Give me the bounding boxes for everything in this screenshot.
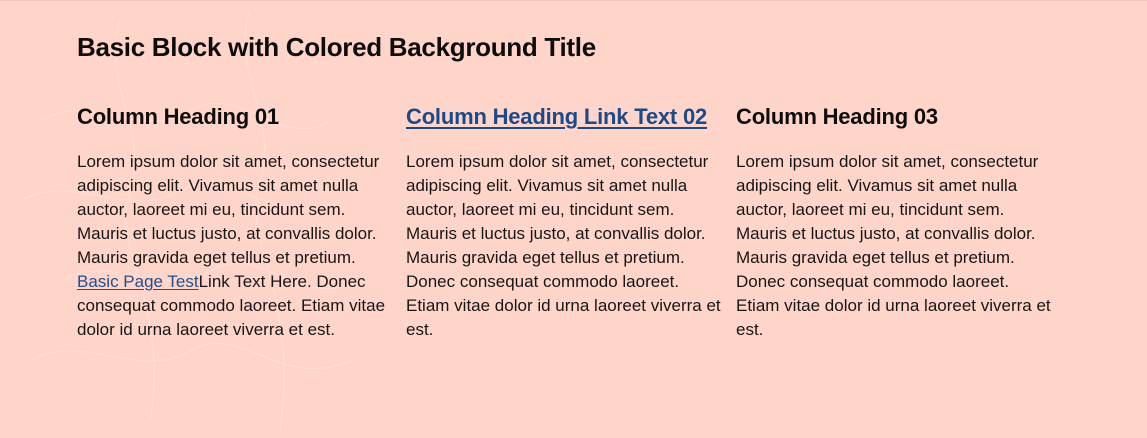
column-01 xyxy=(77,102,392,342)
column-body-03: Lorem ipsum dolor sit amet, consectetur adipiscing elit. Vivamus sit amet nulla auctor, laoreet mi eu, tincidunt sem. Mauris et luctus justo, at convallis dolor. Mauris gravida eget tellus et pretium. Donec consequat commodo laoreet. Etiam vitae dolor id urna laoreet viverra et est. xyxy=(736,152,1051,339)
basic-page-test-link[interactable]: Basic Page Test xyxy=(77,272,199,291)
column-heading-link-02[interactable]: Column Heading Link Text 02 xyxy=(406,104,708,129)
column-03 xyxy=(736,102,1051,342)
column-heading-02 xyxy=(406,102,721,132)
column-body-02: Lorem ipsum dolor sit amet, consectetur adipiscing elit. Vivamus sit amet nulla auctor, laoreet mi eu, tincidunt sem. Mauris et luctus justo, at convallis dolor. Mauris gravida eget tellus et pretium. Donec consequat commodo laoreet. Etiam vitae dolor id urna laoreet viverra et est. xyxy=(406,152,721,339)
column-heading-03: Column Heading 03 xyxy=(736,104,938,129)
column-body-01-text-start: Lorem ipsum dolor sit amet, consectetur adipiscing elit. Vivamus sit amet nulla auctor, laoreet mi eu, tincidunt sem. Mauris et luctus justo, at convallis dolor. Mauris gravida eget tellus et pretium. xyxy=(77,152,380,267)
column-heading-01: Column Heading 01 xyxy=(77,104,279,129)
column-body-01 xyxy=(77,150,392,342)
column-body-01-text-end: Link Text Here. Donec consequat commodo laoreet. Etiam vitae dolor id urna laoreet viverra et est. xyxy=(77,272,386,339)
block-title: Basic Block with Colored Background Title xyxy=(77,32,596,62)
column-02 xyxy=(406,102,721,342)
